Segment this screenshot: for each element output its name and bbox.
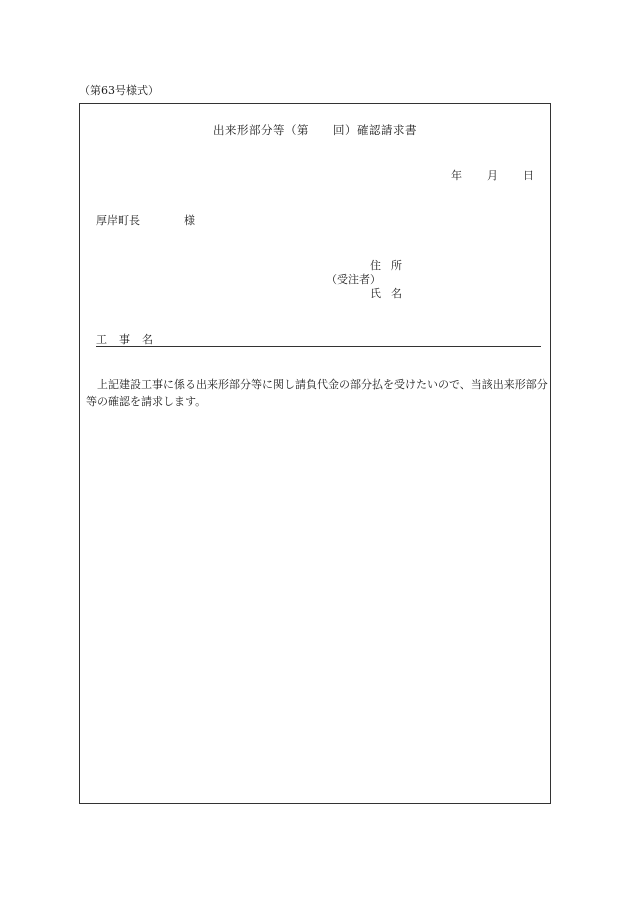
work-name-label: 工事名 (96, 333, 165, 346)
date-row (451, 167, 533, 183)
addressee-honorific: 様 (184, 214, 195, 227)
addressee (96, 212, 195, 228)
date-year-label: 年 (451, 169, 462, 182)
form-frame (79, 103, 551, 804)
address-label: 住所 (370, 259, 412, 272)
document-title: 出来形部分等（第 回）確認請求書 (213, 123, 417, 137)
sender-block (80, 257, 552, 307)
form-number: （第63号様式） (79, 84, 159, 97)
date-month-label: 月 (487, 169, 498, 182)
work-name-row (96, 331, 541, 347)
addressee-name: 厚岸町長 (96, 214, 140, 227)
request-statement: 上記建設工事に係る出来形部分等に関し請負代金の部分払を受けたいので、当該出来形部分等の確認を請求します。 (86, 378, 548, 408)
date-day-label: 日 (523, 169, 534, 182)
contractor-label: （受注者） (326, 273, 381, 286)
name-label: 氏名 (370, 287, 412, 300)
